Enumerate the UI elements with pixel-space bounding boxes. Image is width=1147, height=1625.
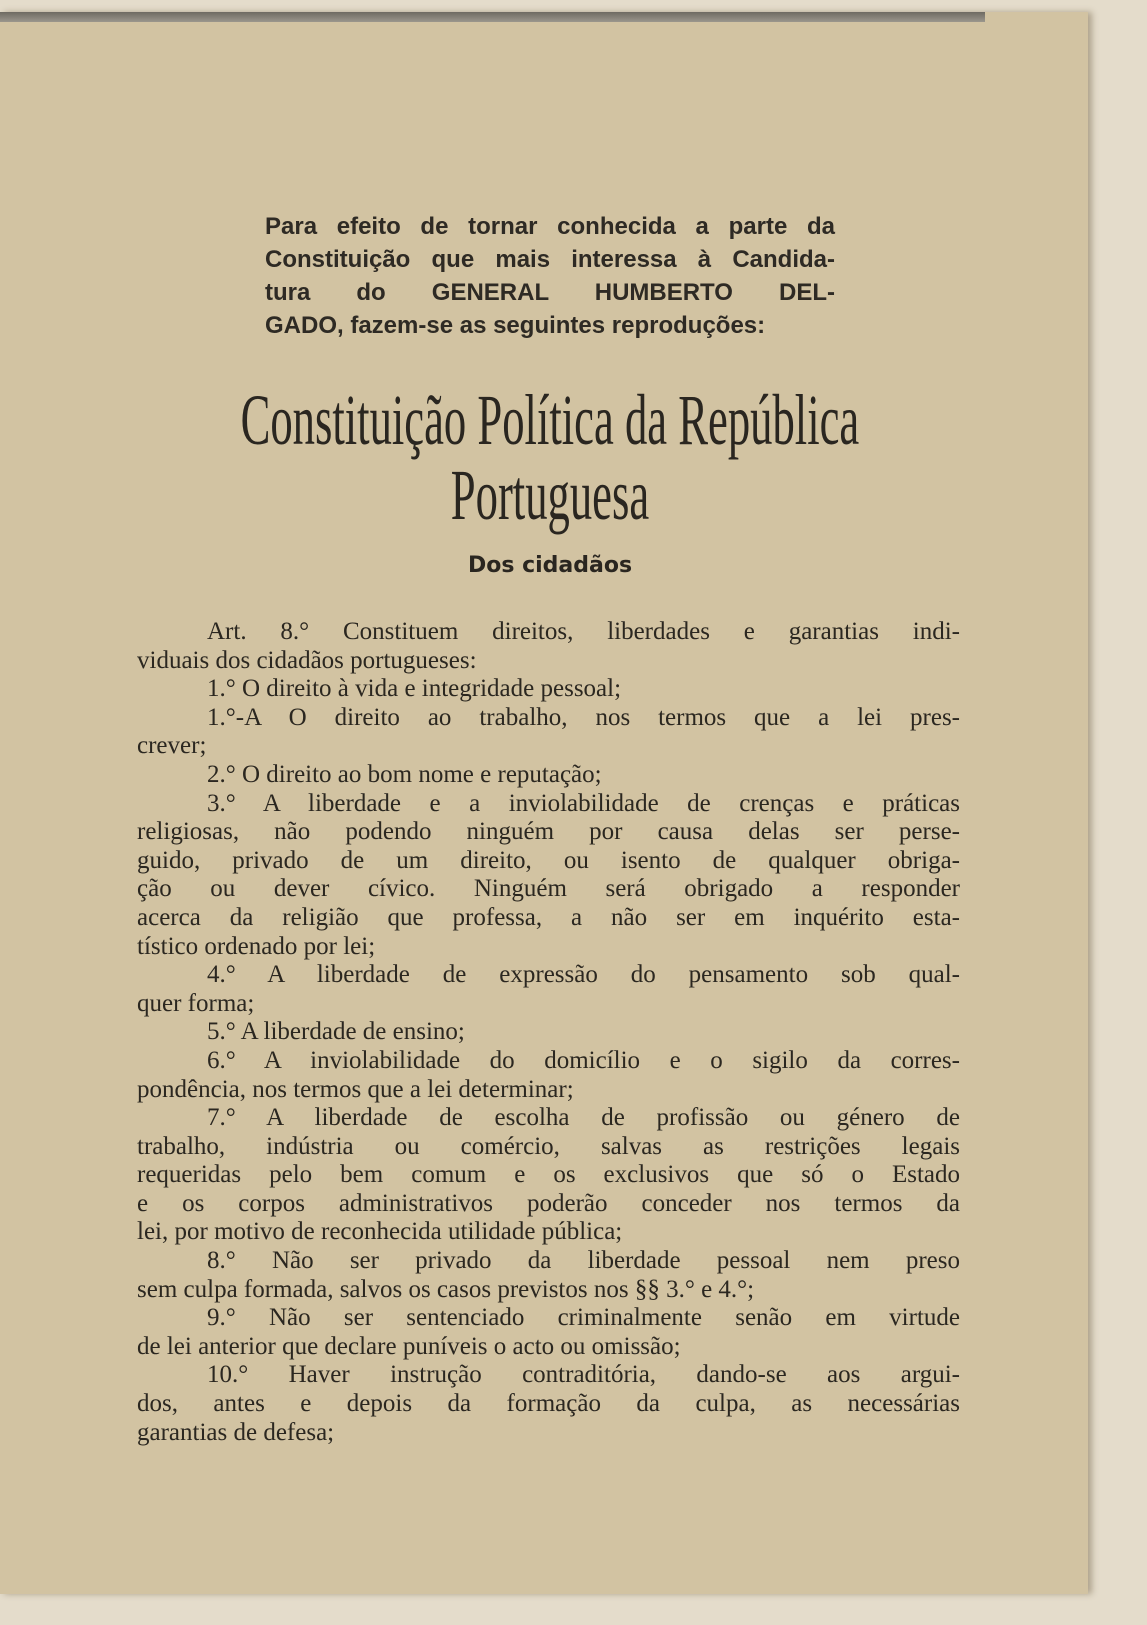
text-line: sem culpa formada, salvos os casos previstos nos §§ 3.° e 4.°;: [137, 1275, 755, 1303]
text-line: 9.° Não ser sentenciado criminalmente senão em virtude: [207, 1304, 960, 1332]
title-line-2: Portuguesa: [450, 455, 650, 535]
text-line: ção ou dever cívico. Ninguém será obrigado a responder: [137, 875, 960, 903]
article-paragraph: [137, 704, 960, 761]
intro-line: Constituição que mais interessa à Candida-: [265, 246, 835, 273]
article-paragraph: [137, 675, 960, 704]
text-line: viduais dos cidadãos portugueses:: [137, 646, 477, 674]
text-line: 5.° A liberdade de ensino;: [207, 1018, 465, 1046]
text-line: requeridas pelo bem comum e os exclusivos que só o Estado: [137, 1161, 960, 1189]
intro-line: tura do GENERAL HUMBERTO DEL-: [265, 279, 835, 306]
text-line: dos, antes e depois da formação da culpa, as necessárias: [137, 1390, 960, 1418]
article-paragraph: [137, 1104, 960, 1247]
text-line: lei, por motivo de reconhecida utilidade pública;: [137, 1218, 623, 1246]
text-line: e os corpos administrativos poderão conceder nos termos da: [137, 1189, 960, 1217]
article-paragraph: [137, 1247, 960, 1304]
text-line: 1.° O direito à vida e integridade pessoal;: [207, 675, 622, 703]
document-title-cont: [0, 455, 1100, 535]
article-paragraph: [137, 1047, 960, 1104]
text-line: 4.° A liberdade de expressão do pensamento sob qual-: [207, 961, 960, 989]
text-line: 8.° Não ser privado da liberdade pessoal nem preso: [207, 1247, 960, 1275]
text-line: 3.° A liberdade e a inviolabilidade de crenças e práticas: [207, 789, 960, 817]
title-line-1: Constituição Política da República: [240, 380, 860, 460]
document-title: [0, 380, 1100, 460]
article-paragraph: [137, 1361, 960, 1447]
text-line: religiosas, não podendo ninguém por causa delas ser perse-: [137, 818, 960, 846]
text-line: Art. 8.° Constituem direitos, liberdades e garantias indi-: [207, 618, 960, 645]
article-body: [137, 618, 960, 1447]
article-paragraph: [137, 790, 960, 962]
text-line: de lei anterior que declare puníveis o acto ou omissão;: [137, 1332, 681, 1360]
text-line: 10.° Haver instrução contraditória, dando-se aos argui-: [207, 1361, 960, 1389]
text-line: guido, privado de um direito, ou isento de qualquer obriga-: [137, 846, 960, 874]
article-paragraph: [137, 761, 960, 790]
article-paragraph: [137, 618, 960, 675]
text-line: tístico ordenado por lei;: [137, 932, 376, 960]
intro-line: GADO, fazem-se as seguintes reproduções:: [265, 312, 766, 339]
article-paragraph: [137, 1304, 960, 1361]
text-line: 1.°-A O direito ao trabalho, nos termos que a lei pres-: [207, 703, 960, 731]
text-line: garantias de defesa;: [137, 1418, 335, 1446]
text-line: crever;: [137, 732, 207, 760]
text-line: 6.° A inviolabilidade do domicílio e o sigilo da corres-: [207, 1046, 960, 1074]
intro-line: Para efeito de tornar conhecida a parte da: [265, 213, 835, 240]
text-line: quer forma;: [137, 989, 255, 1017]
intro-paragraph: [265, 210, 835, 342]
text-line: 7.° A liberdade de escolha de profissão ou género de: [207, 1104, 960, 1132]
article-paragraph: [137, 1018, 960, 1047]
page-top-edge: [0, 12, 985, 22]
text-line: 2.° O direito ao bom nome e reputação;: [207, 760, 602, 788]
text-line: pondência, nos termos que a lei determinar;: [137, 1075, 574, 1103]
text-line: trabalho, indústria ou comércio, salvas as restrições legais: [137, 1132, 960, 1160]
section-heading: Dos cidadãos: [467, 553, 633, 578]
text-line: acerca da religião que professa, a não ser em inquérito esta-: [137, 903, 960, 931]
article-paragraph: [137, 961, 960, 1018]
